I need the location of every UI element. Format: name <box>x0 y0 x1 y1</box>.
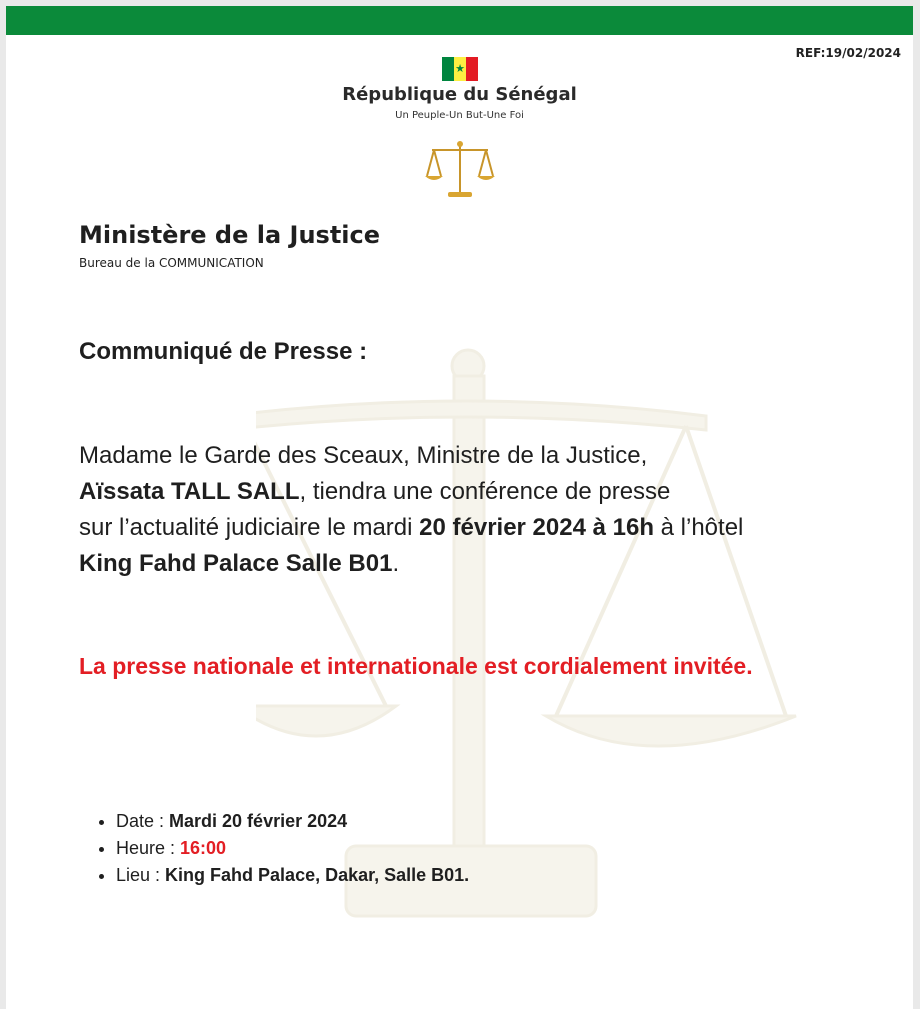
reference-number: REF:19/02/2024 <box>795 46 901 60</box>
scales-of-justice-icon <box>424 138 496 200</box>
line-hotel: à l’hôtel <box>653 514 744 541</box>
event-details-list <box>90 808 469 889</box>
date-value: Mardi 20 février 2024 <box>169 811 348 831</box>
list-item-time <box>116 835 469 862</box>
national-motto: Un Peuple-Un But-Une Foi <box>395 110 524 121</box>
ministry-name: Ministère de la Justice <box>79 221 381 249</box>
list-item-date <box>116 808 469 835</box>
line-conference: , tiendra une conférence de presse <box>299 478 671 505</box>
senegal-flag-icon: ★ <box>442 57 478 81</box>
event-date-time: 20 février 2024 à 16h <box>419 514 654 541</box>
press-release-heading: Communiqué de Presse : <box>79 338 368 365</box>
list-item-place <box>116 862 469 889</box>
time-value: 16:00 <box>180 838 227 858</box>
place-value: King Fahd Palace, Dakar, Salle B01. <box>165 865 470 885</box>
press-release-page <box>6 6 913 1009</box>
country-name: République du Sénégal <box>342 84 577 105</box>
green-header-bar <box>6 6 913 35</box>
announcement-paragraph <box>79 438 859 582</box>
time-label: Heure : <box>116 838 181 858</box>
event-venue: King Fahd Palace Salle B01 <box>79 550 393 577</box>
venue-period: . <box>392 550 400 577</box>
line-minister-title: Madame le Garde des Sceaux, Ministre de la Justice, <box>79 442 648 469</box>
bureau-name: Bureau de la COMMUNICATION <box>79 256 264 270</box>
press-invitation: La presse nationale et internationale est cordialement invitée. <box>79 653 753 679</box>
date-label: Date : <box>116 811 170 831</box>
line-topic: sur l’actualité judiciaire le mardi <box>79 514 420 541</box>
minister-name: Aïssata TALL SALL <box>79 478 300 505</box>
place-label: Lieu : <box>116 865 166 885</box>
